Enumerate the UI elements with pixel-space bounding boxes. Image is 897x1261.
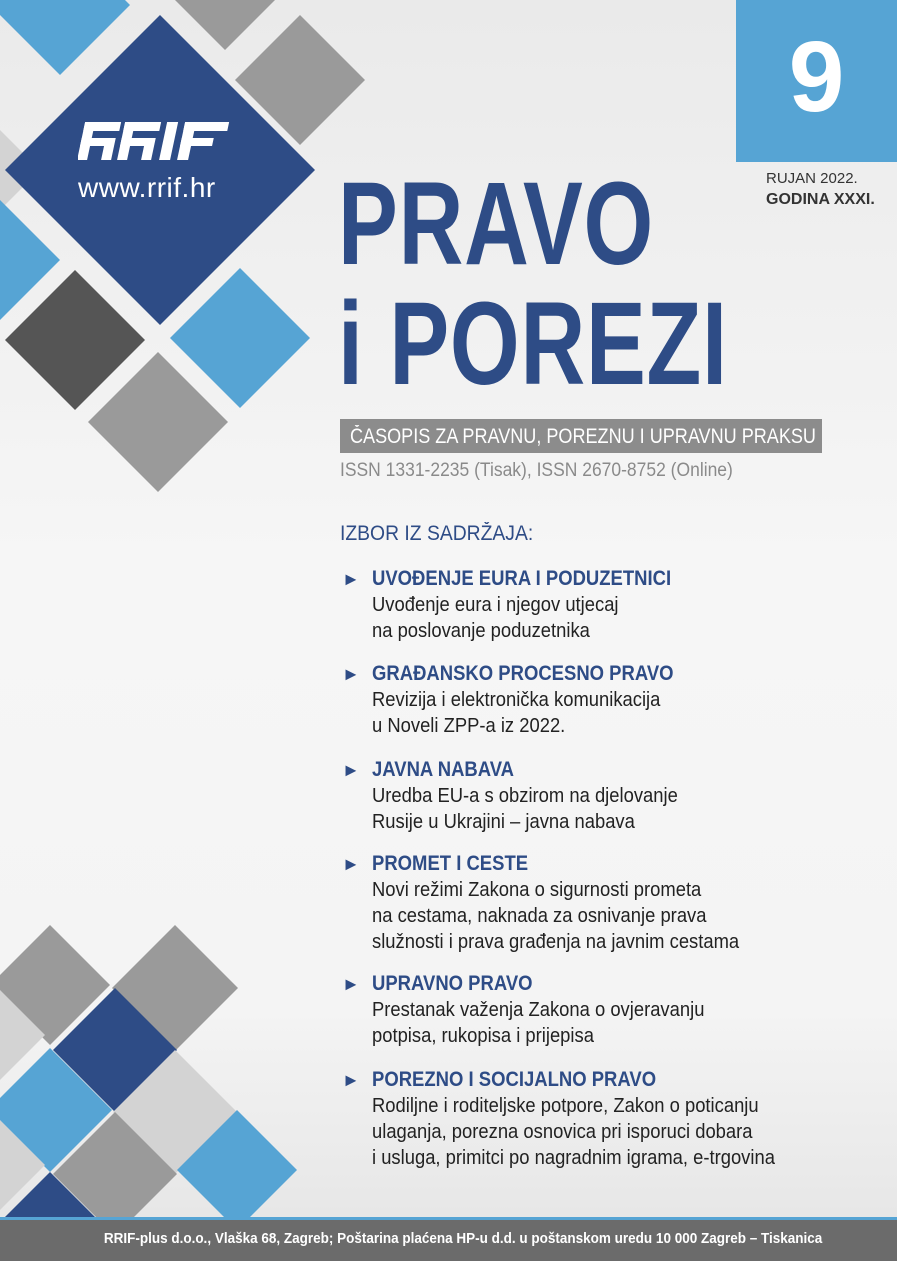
- section-text: Novi režimi Zakona o sigurnosti prometa: [372, 879, 702, 901]
- section-title: UVOĐENJE EURA I PODUZETNICI: [372, 567, 672, 590]
- section-text: Uvođenje eura i njegov utjecaj: [372, 594, 619, 616]
- arrow-right-icon: ►: [342, 854, 360, 874]
- section-text: i usluga, primitci po nagradnim igrama, e-trgovina: [372, 1147, 775, 1169]
- issue-month: RUJAN 2022.: [766, 170, 858, 187]
- section-text: u Noveli ZPP-a iz 2022.: [372, 715, 566, 737]
- contents-heading: IZBOR IZ SADRŽAJA:: [340, 522, 534, 545]
- section-title: POREZNO I SOCIJALNO PRAVO: [372, 1068, 657, 1091]
- section-text: Rusije u Ukrajini – javna nabava: [372, 811, 635, 833]
- arrow-right-icon: ►: [342, 974, 360, 994]
- section-text: na poslovanje poduzetnika: [372, 620, 590, 642]
- arrow-right-icon: ►: [342, 664, 360, 684]
- issue-number-box: [736, 0, 897, 162]
- issue-number: 9: [788, 21, 845, 133]
- footer-text: RRIF-plus d.o.o., Vlaška 68, Zagreb; Poštarina plaćena HP-u d.d. u poštanskom uredu 10 000 Zagreb – Tiskanica: [103, 1230, 822, 1247]
- section-title: UPRAVNO PRAVO: [372, 972, 533, 995]
- rrif-logo: [78, 118, 238, 164]
- section-text: Revizija i elektronička komunikacija: [372, 689, 661, 711]
- arrow-right-icon: ►: [342, 1070, 360, 1090]
- section-text: potpisa, rukopisa i prijepisa: [372, 1025, 594, 1047]
- issn: ISSN 1331-2235 (Tisak), ISSN 2670-8752 (Online): [340, 460, 733, 481]
- section-text: Uredba EU-a s obzirom na djelovanje: [372, 785, 678, 807]
- footer: [0, 1220, 897, 1261]
- section-text: služnosti i prava građenja na javnim cestama: [372, 931, 740, 953]
- issue-year: GODINA XXXI.: [766, 191, 875, 208]
- arrow-right-icon: ►: [342, 569, 360, 589]
- section-title: JAVNA NABAVA: [372, 758, 515, 781]
- website-url[interactable]: www.rrif.hr: [78, 172, 216, 203]
- section-text: ulaganja, porezna osnovica pri isporuci dobara: [372, 1121, 753, 1143]
- section-title: GRAĐANSKO PROCESNO PRAVO: [372, 662, 674, 685]
- section-title: PROMET I CESTE: [372, 852, 529, 875]
- subtitle: ČASOPIS ZA PRAVNU, POREZNU I UPRAVNU PRAKSU: [350, 425, 816, 448]
- magazine-title: [338, 158, 728, 410]
- section-text: Rodiljne i roditeljske potpore, Zakon o poticanju: [372, 1095, 759, 1117]
- issue-date: [766, 168, 875, 210]
- arrow-right-icon: ►: [342, 760, 360, 780]
- section-text: na cestama, naknada za osnivanje prava: [372, 905, 707, 927]
- section-text: Prestanak važenja Zakona o ovjeravanju: [372, 999, 705, 1021]
- title-line-1: PRAVO: [338, 158, 655, 290]
- title-line-2: i POREZI: [338, 278, 728, 410]
- subtitle-bar: [340, 419, 822, 453]
